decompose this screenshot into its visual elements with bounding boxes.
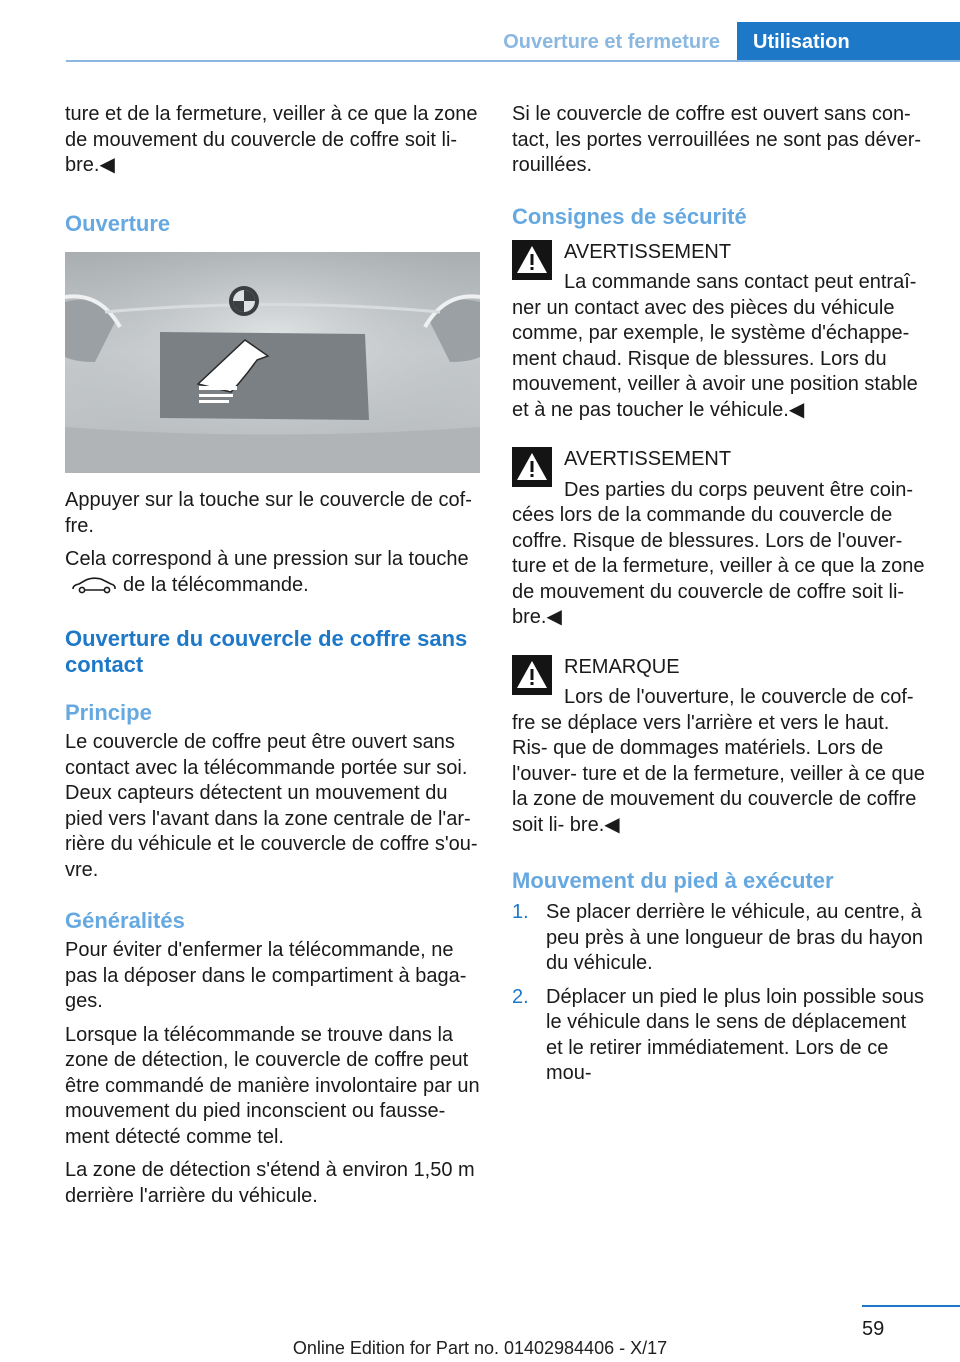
text-generalites-2: Lorsque la télécommande se trouve dans la zone de détection, le couvercle de coffre peut être commandé de manière involontaire par un mouvement du pied inconscient ou fausse- ment détecté comme tel. bbox=[65, 1023, 480, 1148]
heading-principe: Principe bbox=[65, 700, 152, 725]
warning-2-title: AVERTISSEMENT bbox=[564, 448, 732, 470]
step-text: Se placer derrière le véhicule, au centre, à peu près à une longueur de bras du hayon du véhicule. bbox=[546, 901, 923, 974]
text-appuyer: Appuyer sur la touche sur le couvercle de cof- fre. bbox=[65, 489, 472, 537]
left-intro-text: ture et de la fermeture, veiller à ce que la zone de mouvement du couvercle de coffre soit li- bre.◀ bbox=[65, 103, 478, 176]
warning-2-line1: Des parties du corps peuvent être coin- bbox=[564, 478, 914, 501]
header-chapter-tab bbox=[737, 22, 960, 62]
notice-title: REMARQUE bbox=[564, 655, 680, 678]
text-cela-correspond-b: de la télécommande. bbox=[123, 573, 309, 596]
heading-generalites: Généralités bbox=[65, 908, 185, 933]
car-trunk-icon bbox=[71, 576, 117, 594]
warning-1-text: ner un contact avec des pièces du véhicule comme, par exemple, le système d'échappe- ment chaud. Risque de blessures. Lors du mouvement, veiller à avoir une position stable et à ne pas toucher le véhicule.◀ bbox=[512, 296, 918, 421]
text-cela-correspond bbox=[65, 547, 480, 598]
warning-icon bbox=[512, 240, 552, 280]
heading-ouverture: Ouverture bbox=[65, 211, 171, 236]
step-text: Déplacer un pied le plus loin possible sous le véhicule dans le sens de déplacement et le retirer immédiatement. Lors de ce mou- bbox=[546, 985, 925, 1084]
steps-list bbox=[512, 900, 928, 1087]
heading-mouvement: Mouvement du pied à exécuter bbox=[512, 868, 834, 893]
heading-sans-contact: Ouverture du couvercle de coffre sans contact bbox=[65, 626, 468, 677]
step-number: 2. bbox=[512, 985, 529, 1008]
list-item bbox=[512, 985, 928, 1087]
footer-edition: Online Edition for Part no. 01402984406 - X/17 bbox=[292, 1338, 668, 1358]
trunk-photo bbox=[65, 252, 480, 473]
warning-1-line1: La commande sans contact peut entraî- bbox=[564, 271, 917, 293]
heading-consignes: Consignes de sécurité bbox=[512, 203, 747, 229]
header-section-title: Ouverture et fermeture bbox=[503, 31, 720, 53]
warning-block-2 bbox=[512, 447, 928, 631]
text-cela-correspond-a: Cela correspond à une pression sur la touche bbox=[65, 548, 469, 570]
right-column bbox=[512, 102, 928, 1087]
list-item bbox=[512, 900, 928, 977]
right-intro-text: Si le couvercle de coffre est ouvert sans con- tact, les portes verrouillées ne sont pas déver- rouillées. bbox=[512, 103, 922, 176]
page-number-rule bbox=[862, 1305, 960, 1307]
warning-icon bbox=[512, 447, 552, 487]
trunk-illustration bbox=[65, 252, 480, 473]
page-number: 59 bbox=[862, 1318, 885, 1340]
text-generalites-1: Pour éviter d'enfermer la télécommande, ne pas la déposer dans le compartiment à baga- ges. bbox=[65, 939, 467, 1012]
header-chapter-label: Utilisation bbox=[753, 31, 850, 53]
notice-block bbox=[512, 655, 928, 839]
text-generalites-3: La zone de détection s'étend à environ 1,50 m derrière l'arrière du véhicule. bbox=[65, 1159, 475, 1207]
step-number: 1. bbox=[512, 901, 529, 923]
warning-2-text: cées lors de la commande du couvercle de coffre. Risque de blessures. Lors de l'ouver- ture et de la fermeture, veiller à ce que la zone de mouvement du couvercle de coffre soit li- bre.◀ bbox=[512, 504, 925, 628]
notice-line1: Lors de l'ouverture, le couvercle de cof- bbox=[564, 686, 914, 708]
text-principe: Le couvercle de coffre peut être ouvert sans contact avec la télécommande portée sur soi. Deux capteurs détectent un mouvement du pied vers l'avant dans la zone centrale de l'ar- rière du véhicule et le couvercle de coffre s'ou- vre. bbox=[65, 731, 478, 881]
header-rule bbox=[66, 60, 960, 62]
left-column bbox=[65, 102, 480, 1209]
warning-1-title: AVERTISSEMENT bbox=[564, 240, 732, 263]
warning-block-1 bbox=[512, 240, 928, 424]
notice-text: fre se déplace vers l'arrière et vers le haut. Ris- que de dommages matériels. Lors de l'ouver- ture et de la fermeture, veiller à ce que la zone de mouvement du couvercle de coffre soit li- bre.◀ bbox=[512, 711, 925, 836]
warning-icon bbox=[512, 655, 552, 695]
